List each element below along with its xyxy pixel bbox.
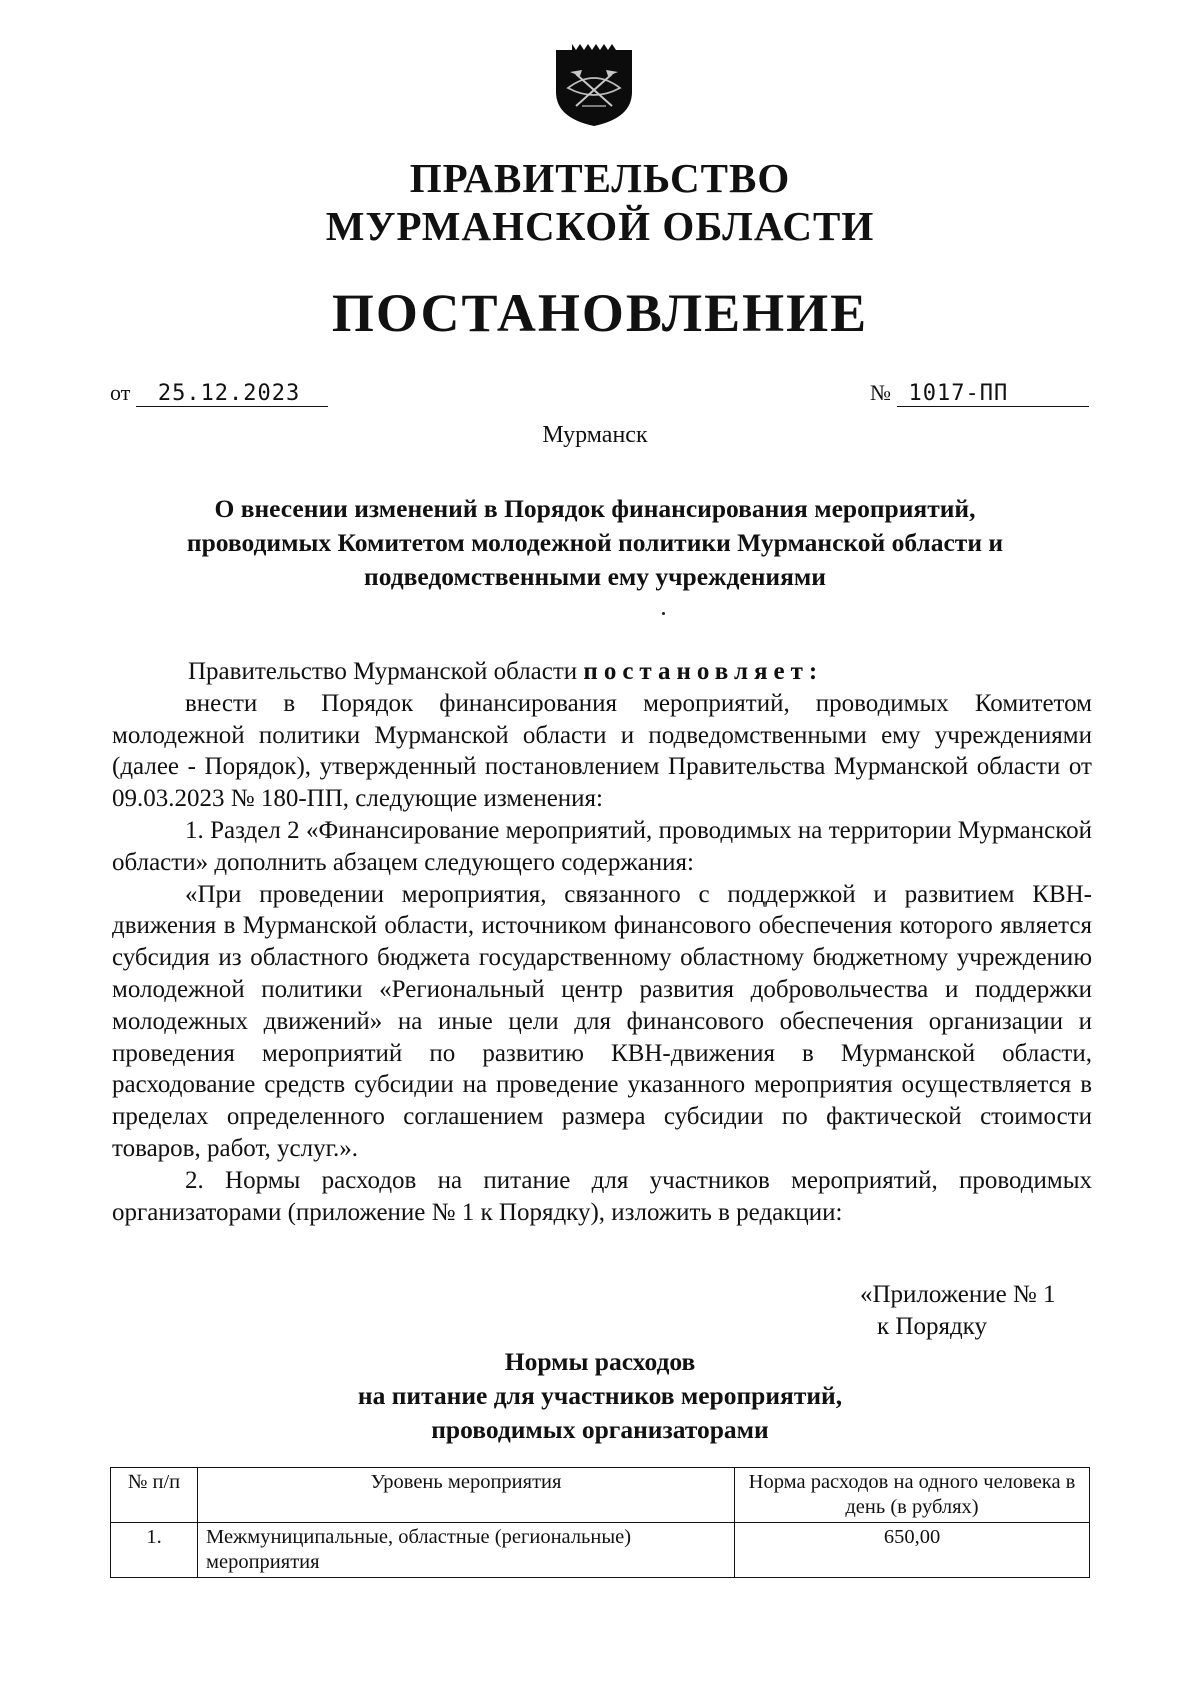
- government-name-line2: МУРМАНСКОЙ ОБЛАСТИ: [325, 203, 875, 249]
- document-date: 25.12.2023: [136, 381, 328, 407]
- header-level: Уровень мероприятия: [198, 1468, 735, 1523]
- scan-speck: [662, 612, 665, 615]
- decree-intro: [112, 656, 1092, 688]
- table-header-row: [111, 1468, 1090, 1523]
- cell-number: 1.: [111, 1523, 198, 1578]
- number-line: [870, 380, 1089, 407]
- date-line: [110, 380, 328, 407]
- document-title: [130, 492, 1060, 594]
- appendix-reference: [860, 1279, 1056, 1343]
- number-prefix: №: [870, 380, 891, 405]
- table-title-line: на питание для участников мероприятий,: [357, 1381, 843, 1410]
- appendix-line: к Порядку: [877, 1312, 987, 1340]
- appendix-line: «Приложение № 1: [860, 1281, 1056, 1308]
- decree-word: постановляет:: [583, 658, 824, 685]
- paragraph-preamble: внести в Порядок финансирования мероприятий, проводимых Комитетом молодежной политики Мурманской области и подведомственными ему учреждениями (далее - Порядок), утвержденный постановлением Правительства Мурманской области от 09.03.2023 № 180-ПП, следующие изменения:: [112, 689, 1092, 813]
- date-prefix: от: [110, 380, 131, 405]
- paragraph-item-1: 1. Раздел 2 «Финансирование мероприятий, проводимых на территории Мурманской области» дополнить абзацем следующего содержания:: [112, 816, 1092, 876]
- paragraph-item-2: 2. Нормы расходов на питание для участников мероприятий, проводимых организаторами (приложение № 1 к Порядку), изложить в редакции:: [112, 1166, 1092, 1226]
- city-name: Мурманск: [542, 422, 648, 448]
- paragraph-quote: «При проведении мероприятия, связанного с поддержкой и развитием КВН-движения в Мурманской области, источником финансового обеспечения которого является субсидия из областного бюджета государственному областному бюджетному учреждению молодежной политики «Региональный центр развития добровольчества и поддержки молодежных движений» на иные цели для финансового обеспечения организации и проведения мероприятий по развитию КВН-движения в Мурманской области, расходование средств субсидии на проведение указанного мероприятия осуществляется в пределах определенного соглашением размера субсидии по фактической стоимости товаров, работ, услуг.».: [112, 880, 1092, 1162]
- title-line: проводимых Комитетом молодежной политики Мурманской области и: [186, 528, 1004, 557]
- document-body: [112, 656, 1092, 1228]
- norms-table: [110, 1467, 1090, 1578]
- table-title-line: Нормы расходов: [504, 1347, 696, 1376]
- table-title-line: проводимых организаторами: [431, 1415, 769, 1444]
- document-type: ПОСТАНОВЛЕНИЕ: [331, 283, 869, 343]
- title-line: О внесении изменений в Порядок финансирования мероприятий,: [214, 494, 976, 523]
- header-number: № п/п: [111, 1468, 198, 1523]
- header-norm: Норма расходов на одного человека в день (в рублях): [735, 1468, 1090, 1523]
- government-name-line1: ПРАВИТЕЛЬСТВО: [409, 155, 791, 201]
- title-line: подведомственными ему учреждениями: [364, 562, 826, 591]
- intro-text: Правительство Мурманской области: [188, 658, 578, 685]
- cell-level: Межмуниципальные, областные (региональные) мероприятия: [198, 1523, 735, 1578]
- table-row: [111, 1523, 1090, 1578]
- table-title: [0, 1345, 1200, 1447]
- document-number: 1017-ПП: [897, 381, 1089, 407]
- cell-norm: 650,00: [735, 1523, 1090, 1578]
- coat-of-arms-emblem: [554, 40, 634, 128]
- murmansk-coat-of-arms-icon: [554, 40, 634, 128]
